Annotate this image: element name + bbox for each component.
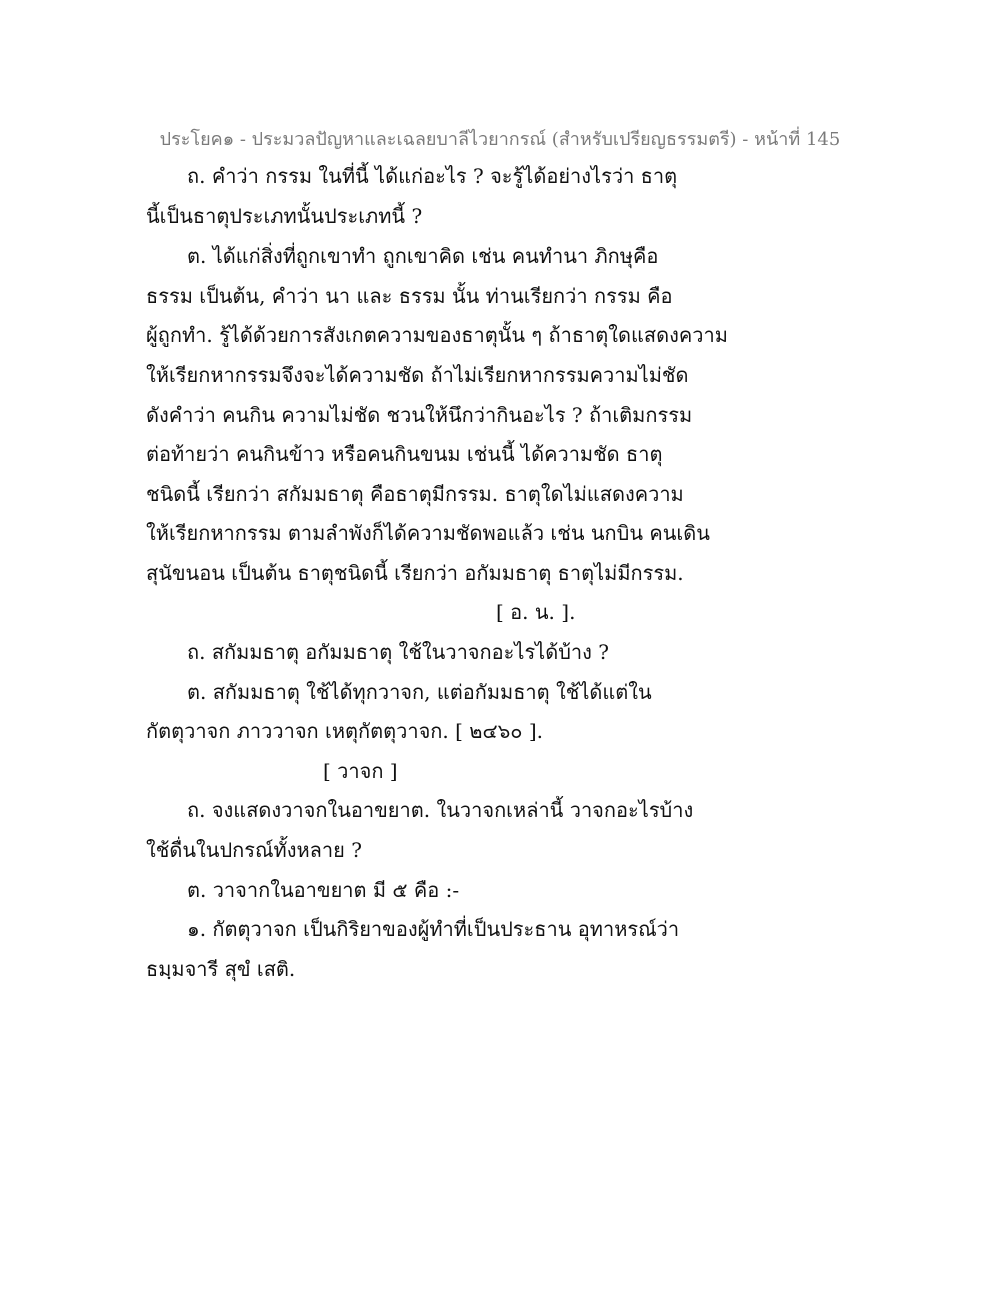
text-line: ต่อท้ายว่า คนกินข้าว หรือคนกินขนม เช่นนี้ ได้ความชัด ธาตุ bbox=[146, 442, 663, 466]
text-line: ถ. สกัมมธาตุ อกัมมธาตุ ใช้ในวาจกอะไรได้บ้าง ? bbox=[187, 640, 610, 664]
text-line: กัตตุวาจก ภาววาจก เหตุกัตตุวาจก. [ ๒๔๖๐ ]. bbox=[146, 719, 544, 743]
text-line: ชนิดนี้ เรียกว่า สกัมมธาตุ คือธาตุมีกรรม. ธาตุใดไม่แสดงความ bbox=[146, 482, 684, 506]
text-line: สุนัขนอน เป็นต้น ธาตุชนิดนี้ เรียกว่า อกัมมธาตุ ธาตุไม่มีกรรม. bbox=[146, 561, 684, 585]
text-line: ให้เรียกหากรรมจึงจะได้ความชัด ถ้าไม่เรียกหากรรมความไม่ชัด bbox=[146, 363, 689, 387]
text-line: ใช้ดื่นในปกรณ์ทั้งหลาย ? bbox=[146, 838, 362, 862]
text-line: ดังคำว่า คนกิน ความไม่ชัด ชวนให้นึกว่ากินอะไร ? ถ้าเติมกรรม bbox=[146, 403, 693, 427]
text-line: ถ. จงแสดงวาจกในอาขยาต. ในวาจกเหล่านี้ วาจกอะไรบ้าง bbox=[187, 798, 694, 822]
text-line: [ อ. น. ]. bbox=[496, 600, 576, 624]
text-line: ต. วาจากในอาขยาต มี ๕ คือ :- bbox=[187, 878, 460, 902]
text-line: ๑. กัตตุวาจก เป็นกิริยาของผู้ทำที่เป็นประธาน อุทาหรณ์ว่า bbox=[187, 917, 680, 941]
text-line: นี้เป็นธาตุประเภทนั้นประเภทนี้ ? bbox=[146, 204, 423, 228]
text-line: ต. ได้แก่สิ่งที่ถูกเขาทำ ถูกเขาคิด เช่น คนทำนา ภิกษุคือ bbox=[187, 244, 659, 268]
page-header: ประโยค๑ - ประมวลปัญหาและเฉลยบาลีไวยากรณ์ (สำหรับเปรียญธรรมตรี) - หน้าที่ 145 bbox=[159, 129, 841, 150]
text-line: ผู้ถูกทำ. รู้ได้ด้วยการสังเกตความของธาตุนั้น ๆ ถ้าธาตุใดแสดงความ bbox=[146, 323, 728, 347]
text-line: ธมฺมจารี สุขํ เสติ. bbox=[146, 957, 296, 981]
section-heading: [ วาจก ] bbox=[323, 759, 398, 783]
text-line: ให้เรียกหากรรม ตามลำพังก็ได้ความชัดพอแล้ว เช่น นกบิน คนเดิน bbox=[146, 521, 710, 545]
text-line: ถ. คำว่า กรรม ในที่นี้ ได้แก่อะไร ? จะรู้ได้อย่างไรว่า ธาตุ bbox=[187, 164, 678, 188]
text-line: ต. สกัมมธาตุ ใช้ได้ทุกวาจก, แต่อกัมมธาตุ ใช้ได้แต่ใน bbox=[187, 680, 652, 704]
text-line: ธรรม เป็นต้น, คำว่า นา และ ธรรม นั้น ท่านเรียกว่า กรรม คือ bbox=[146, 284, 673, 308]
